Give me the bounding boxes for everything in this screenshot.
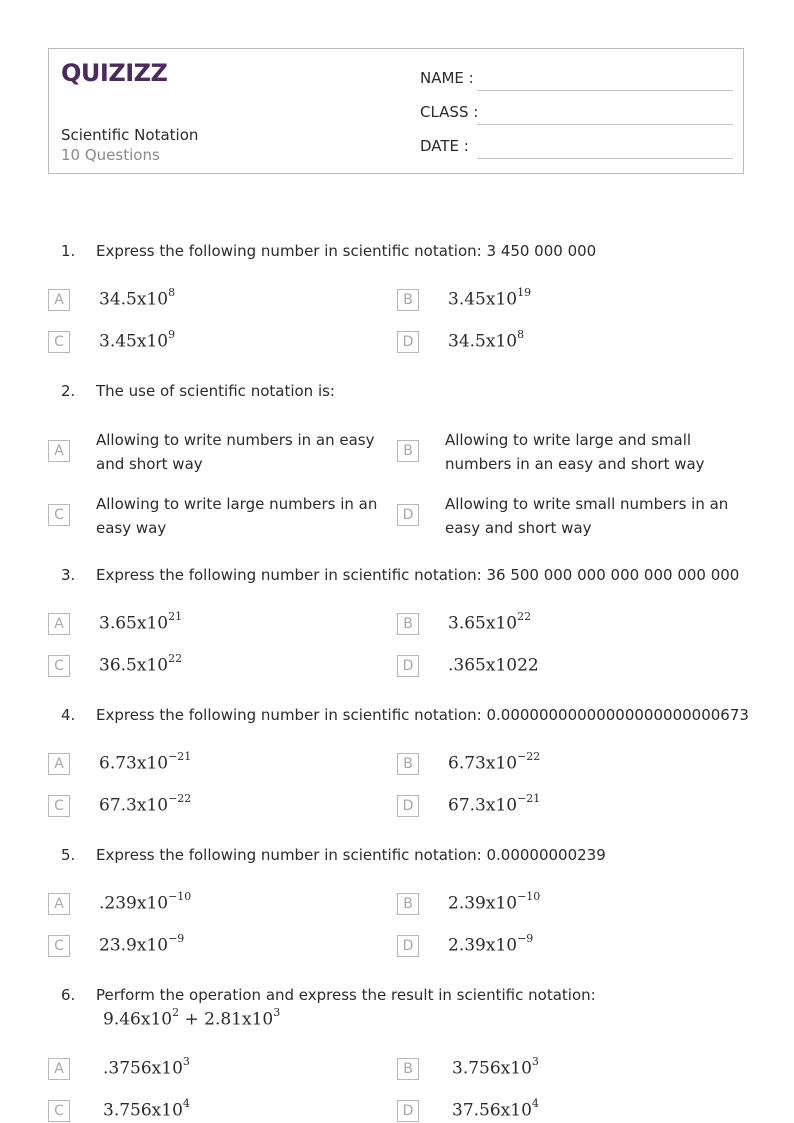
answer-base: 2.39x10 (448, 935, 518, 956)
question-text: The use of scientific notation is: (96, 382, 335, 400)
option-answer[interactable] (448, 288, 531, 310)
option-letter-c[interactable]: C (48, 504, 70, 526)
option-answer[interactable] (448, 654, 539, 676)
answer-exponent: 4 (182, 1097, 190, 1110)
option-letter-a[interactable]: A (48, 440, 70, 462)
answer-base: 3.45x10 (448, 289, 518, 310)
answer-exponent: 22 (168, 652, 183, 665)
option-answer[interactable] (99, 794, 191, 816)
answer-exponent: −10 (517, 890, 541, 903)
option-letter-d[interactable]: D (397, 1100, 419, 1122)
answer-exponent: 21 (168, 610, 183, 623)
option-answer-text[interactable]: Allowing to write large numbers in an easy way (96, 495, 378, 537)
option-answer[interactable] (448, 892, 540, 914)
answer-exponent: −22 (168, 792, 192, 805)
answer-base: 6.73x10 (99, 753, 169, 774)
answer-exponent: 9 (168, 328, 176, 341)
option-answer[interactable] (99, 612, 182, 634)
question-count: 10 Questions (61, 146, 160, 164)
class-label: CLASS : (420, 103, 479, 121)
answer-base: .365x1022 (448, 655, 539, 676)
question-number: 1. (61, 242, 76, 260)
option-letter-a[interactable]: A (48, 613, 70, 635)
option-answer[interactable] (452, 1099, 539, 1121)
option-letter-d[interactable]: D (397, 504, 419, 526)
option-letter-c[interactable]: C (48, 1100, 70, 1122)
expr-b-exponent: 3 (273, 1006, 281, 1019)
option-answer-text[interactable]: Allowing to write small numbers in an easy and short way (445, 495, 729, 537)
answer-base: 36.5x10 (99, 655, 169, 676)
question-number: 2. (61, 382, 76, 400)
answer-base: 3.65x10 (99, 613, 169, 634)
answer-exponent: −10 (168, 890, 192, 903)
expr-operator: + (179, 1009, 205, 1030)
option-letter-b[interactable]: B (397, 613, 419, 635)
option-letter-d[interactable]: D (397, 935, 419, 957)
option-letter-b[interactable]: B (397, 440, 419, 462)
question-text: Perform the operation and express the result in scientific notation: (96, 986, 596, 1004)
answer-base: 3.756x10 (103, 1100, 183, 1121)
option-answer[interactable] (99, 330, 175, 352)
option-answer[interactable] (448, 752, 540, 774)
option-letter-c[interactable]: C (48, 331, 70, 353)
question-number: 4. (61, 706, 76, 724)
answer-exponent: 4 (531, 1097, 539, 1110)
question-number: 3. (61, 566, 76, 584)
question-expression (103, 1008, 280, 1030)
worksheet-header (48, 48, 744, 174)
expr-a-exponent: 2 (172, 1006, 180, 1019)
option-answer[interactable] (103, 1057, 190, 1079)
answer-base: 67.3x10 (448, 795, 518, 816)
name-label: NAME : (420, 69, 474, 87)
expr-b-base: 2.81x10 (204, 1009, 274, 1030)
answer-exponent: −21 (517, 792, 541, 805)
answer-base: 34.5x10 (99, 289, 169, 310)
answer-exponent: 8 (517, 328, 525, 341)
option-answer-text[interactable]: Allowing to write numbers in an easy and short way (96, 431, 375, 473)
answer-exponent: 3 (182, 1055, 190, 1068)
option-letter-d[interactable]: D (397, 795, 419, 817)
answer-base: .239x10 (99, 893, 169, 914)
option-letter-a[interactable]: A (48, 753, 70, 775)
option-answer[interactable] (448, 934, 533, 956)
option-answer[interactable] (99, 654, 182, 676)
option-answer-text[interactable]: Allowing to write large and small numbers in an easy and short way (445, 431, 705, 473)
name-line (477, 90, 733, 91)
option-answer[interactable] (448, 330, 524, 352)
option-letter-a[interactable]: A (48, 893, 70, 915)
question-number: 5. (61, 846, 76, 864)
class-line (477, 124, 733, 125)
question-number: 6. (61, 986, 76, 1004)
option-answer[interactable] (448, 612, 531, 634)
answer-exponent: 3 (531, 1055, 539, 1068)
option-letter-a[interactable]: A (48, 1058, 70, 1080)
date-line (477, 158, 733, 159)
option-letter-c[interactable]: C (48, 655, 70, 677)
option-answer[interactable] (99, 892, 191, 914)
option-answer[interactable] (103, 1099, 190, 1121)
quizizz-logo: QUIZIZZ (61, 59, 168, 87)
option-letter-b[interactable]: B (397, 753, 419, 775)
option-letter-c[interactable]: C (48, 795, 70, 817)
answer-exponent: 8 (168, 286, 176, 299)
answer-exponent: −21 (168, 750, 192, 763)
answer-exponent: 19 (517, 286, 532, 299)
option-letter-b[interactable]: B (397, 289, 419, 311)
question-text: Express the following number in scientific notation: 3 450 000 000 (96, 242, 597, 260)
answer-base: 3.756x10 (452, 1058, 532, 1079)
answer-exponent: −9 (168, 932, 185, 945)
option-answer[interactable] (452, 1057, 539, 1079)
option-letter-b[interactable]: B (397, 1058, 419, 1080)
answer-base: 23.9x10 (99, 935, 169, 956)
option-letter-a[interactable]: A (48, 289, 70, 311)
answer-base: 3.45x10 (99, 331, 169, 352)
answer-base: 37.56x10 (452, 1100, 532, 1121)
option-answer[interactable] (99, 288, 175, 310)
option-letter-d[interactable]: D (397, 655, 419, 677)
question-text: Express the following number in scientific notation: 0.00000000000000000000000673 (96, 706, 749, 724)
worksheet-title: Scientific Notation (61, 126, 199, 144)
option-letter-c[interactable]: C (48, 935, 70, 957)
option-letter-d[interactable]: D (397, 331, 419, 353)
answer-base: 34.5x10 (448, 331, 518, 352)
option-letter-b[interactable]: B (397, 893, 419, 915)
option-answer[interactable] (448, 794, 540, 816)
answer-base: 3.65x10 (448, 613, 518, 634)
option-answer[interactable] (99, 752, 191, 774)
date-label: DATE : (420, 137, 469, 155)
answer-base: 2.39x10 (448, 893, 518, 914)
answer-exponent: −22 (517, 750, 541, 763)
question-text: Express the following number in scientific notation: 0.00000000239 (96, 846, 606, 864)
answer-base: 6.73x10 (448, 753, 518, 774)
question-text: Express the following number in scientific notation: 36 500 000 000 000 000 000 000 (96, 566, 740, 584)
option-answer[interactable] (99, 934, 184, 956)
answer-base: 67.3x10 (99, 795, 169, 816)
answer-exponent: 22 (517, 610, 532, 623)
answer-exponent: −9 (517, 932, 534, 945)
answer-base: .3756x10 (103, 1058, 183, 1079)
expr-a-base: 9.46x10 (103, 1009, 173, 1030)
